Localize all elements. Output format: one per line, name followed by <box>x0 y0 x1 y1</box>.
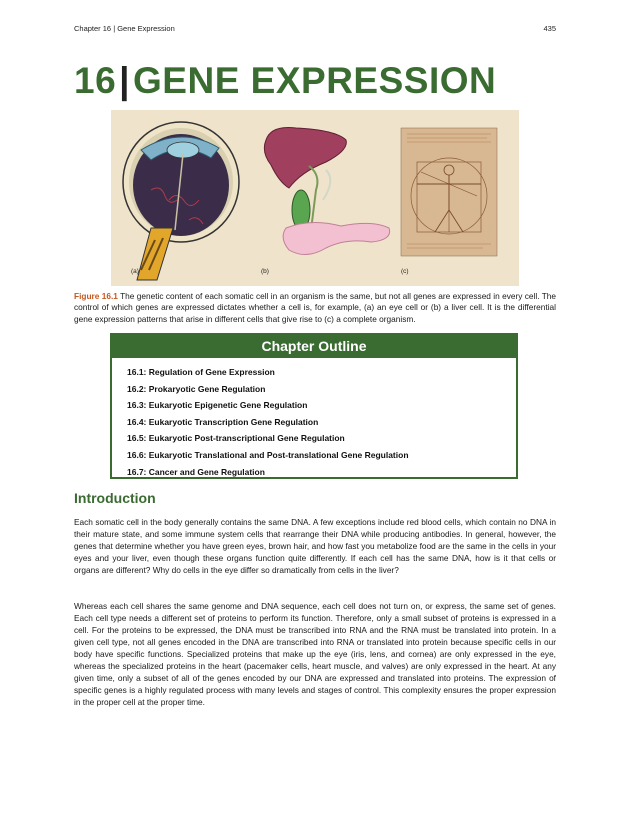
body-paragraph: Each somatic cell in the body generally contains the same DNA. A few exceptions include red blood cells, which contain no DNA in their mature state, and some immune system cells that rearrange their DNA while producing antibodies. In general, however, the genes that determine whether you have green eyes, brown hair, and how fast you metabolize food are the same in the cells in your eyes and your liver, even though these organs function quite differently. If each cell has the same DNA, how is it that cells or organs are different? Why do cells in the eye differ so dramatically from cells in the liver? <box>74 517 556 575</box>
vitruvian-man-illustration <box>401 128 497 256</box>
body-paragraph: Whereas each cell shares the same genome and DNA sequence, each cell does not turn on, or express, the same set of genes. Each cell type needs a different set of proteins to perform its function. Therefore, only a small subset of proteins is expressed in a cell. For the proteins to be expressed, the DNA must be transcribed into RNA and the RNA must be translated into protein. In a given cell type, not all genes encoded in the DNA are transcribed into RNA or translated into protein because specific cells in our body have specific functions. Specialized proteins that make up the eye (iris, lens, and cornea) are only expressed in the eye, whereas the specialized proteins in the heart (pacemaker cells, heart muscle, and valves) are only expressed in the heart. At any given time, only a subset of all of the genes encoded by our DNA are expressed and translated into proteins. The expression of specific genes is a highly regulated process with many levels and stages of control. This complexity ensures the proper expression in the proper cell at the proper time. <box>74 601 556 707</box>
title-separator: | <box>119 60 131 101</box>
outline-item[interactable]: 16.5: Eukaryotic Post-transcriptional Gene Regulation <box>127 433 345 444</box>
outline-item[interactable]: 16.2: Prokaryotic Gene Regulation <box>127 383 266 394</box>
eye-illustration <box>123 122 239 280</box>
outline-list <box>112 358 516 480</box>
chapter-title <box>74 60 496 102</box>
chapter-number: 16 <box>74 60 117 101</box>
outline-heading: Chapter Outline <box>112 335 516 358</box>
running-header: Chapter 16 | Gene Expression <box>74 24 175 33</box>
outline-item[interactable]: 16.4: Eukaryotic Transcription Gene Regulation <box>127 416 319 427</box>
section-heading-introduction: Introduction <box>74 490 156 506</box>
outline-item[interactable]: 16.3: Eukaryotic Epigenetic Gene Regulation <box>127 400 308 411</box>
outline-item[interactable]: 16.6: Eukaryotic Translational and Post-translational Gene Regulation <box>127 449 409 460</box>
figure-16-1 <box>111 110 519 286</box>
panel-label-b: (b) <box>261 268 269 275</box>
outline-item[interactable]: 16.1: Regulation of Gene Expression <box>127 367 275 377</box>
figure-number: Figure 16.1 <box>74 291 118 301</box>
caption-text: The genetic content of each somatic cell in an organism is the same, but not all genes are expressed in every cell. The control of which genes are expressed dictates whether a cell is, for example, (a) an eye cell or (b) a liver cell. It is the differential gene expression patterns that arise in different cells that give rise to (c) a complete organism. <box>74 291 557 324</box>
page-number: 435 <box>543 24 556 33</box>
figure-caption <box>74 291 556 325</box>
chapter-outline-box <box>110 333 518 479</box>
panel-label-a: (a) <box>131 268 139 275</box>
outline-item[interactable]: 16.7: Cancer and Gene Regulation <box>127 466 265 477</box>
liver-illustration <box>264 128 389 255</box>
chapter-name: GENE EXPRESSION <box>133 60 497 101</box>
panel-label-c: (c) <box>401 268 409 275</box>
